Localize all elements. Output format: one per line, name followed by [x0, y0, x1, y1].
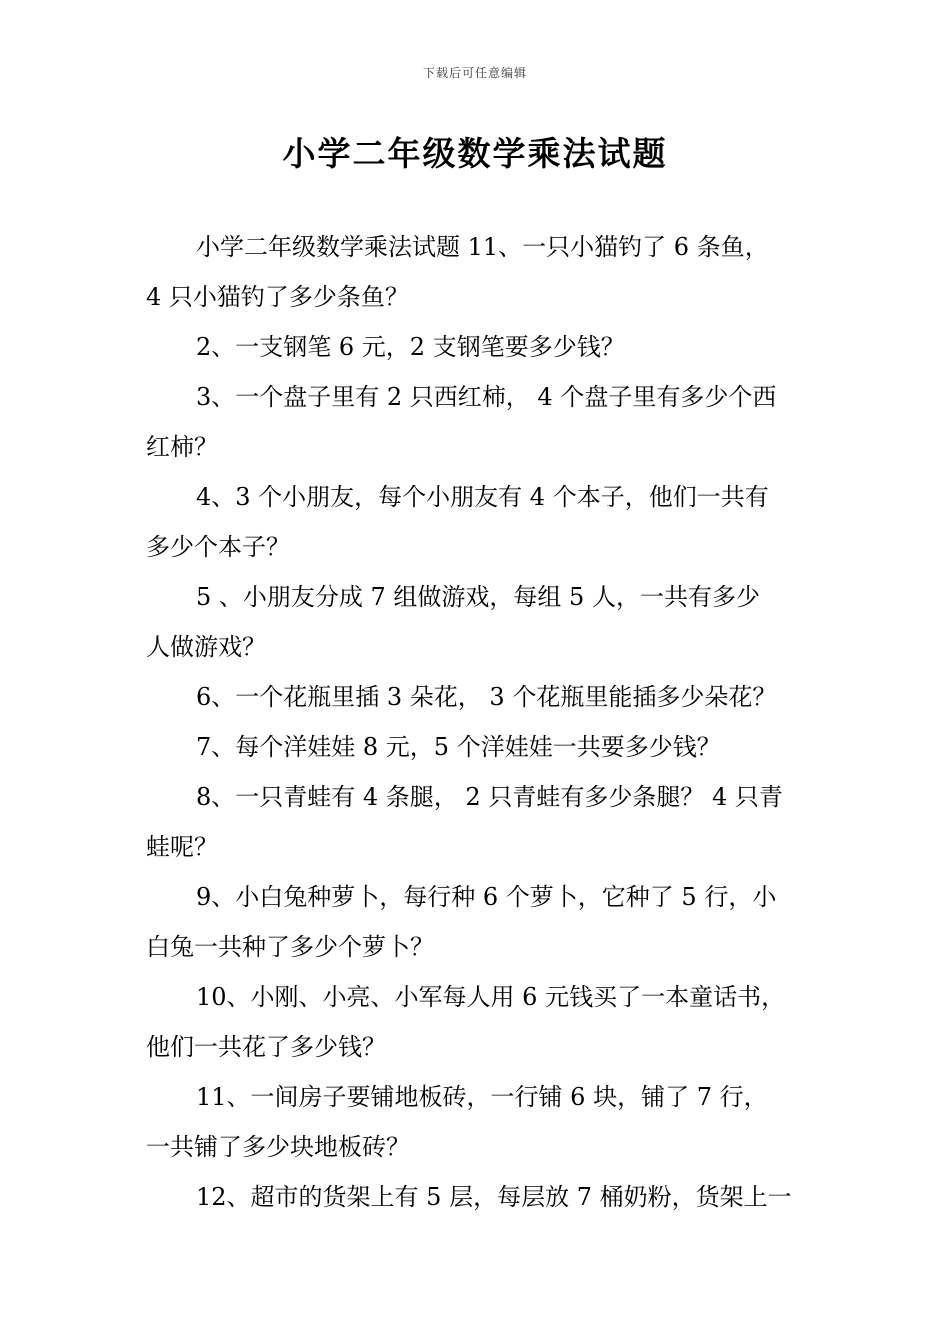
paragraph-line: 红柿？: [146, 433, 218, 461]
paragraph-line: 多少个本子？: [146, 533, 290, 561]
paragraph-line: 11、一间房子要铺地板砖，一行铺 6 块，铺了 7 行，: [196, 1083, 768, 1111]
header-note: 下载后可任意编辑: [422, 66, 527, 80]
paragraph-line: 6、一个花瓶里插 3 朵花， 3 个花瓶里能插多少朵花？: [196, 683, 777, 711]
document-body: [146, 222, 810, 1222]
paragraph-line: 12、超市的货架上有 5 层，每层放 7 桶奶粉，货架上一: [196, 1183, 792, 1211]
paragraph-line: 7、每个洋娃娃 8 元，5 个洋娃娃一共要多少钱？: [196, 733, 721, 761]
paragraph-line: 5 、小朋友分成 7 组做游戏，每组 5 人，一共有多少: [196, 583, 760, 611]
paragraph-line: 白兔一共种了多少个萝卜？: [146, 933, 434, 961]
paragraph-line: 人做游戏？: [146, 633, 266, 661]
paragraph-line: 2、一支钢笔 6 元，2 支钢笔要多少钱？: [196, 333, 625, 361]
document-title: 小学二年级数学乘法试题: [282, 134, 668, 173]
paragraph-line: 一共铺了多少块地板砖？: [146, 1133, 410, 1161]
paragraph-line: 8、一只青蛙有 4 条腿， 2 只青蛙有多少条腿？ 4 只青: [196, 783, 783, 811]
paragraph-line: 他们一共花了多少钱？: [146, 1033, 386, 1061]
paragraph-line: 10、小刚、小亮、小军每人用 6 元钱买了一本童话书，: [196, 983, 786, 1011]
paragraph-line: 4、3 个小朋友，每个小朋友有 4 个本子，他们一共有: [196, 483, 769, 511]
paragraph-line: 小学二年级数学乘法试题 11、一只小猫钓了 6 条鱼，: [196, 233, 769, 261]
paragraph-line: 3、一个盘子里有 2 只西红柿， 4 个盘子里有多少个西: [196, 383, 777, 411]
paragraph-line: 4 只小猫钓了多少条鱼？: [146, 283, 409, 311]
paragraph-line: 蛙呢？: [146, 833, 218, 861]
paragraph-line: 9、小白兔种萝卜，每行种 6 个萝卜，它种了 5 行，小: [196, 883, 777, 911]
